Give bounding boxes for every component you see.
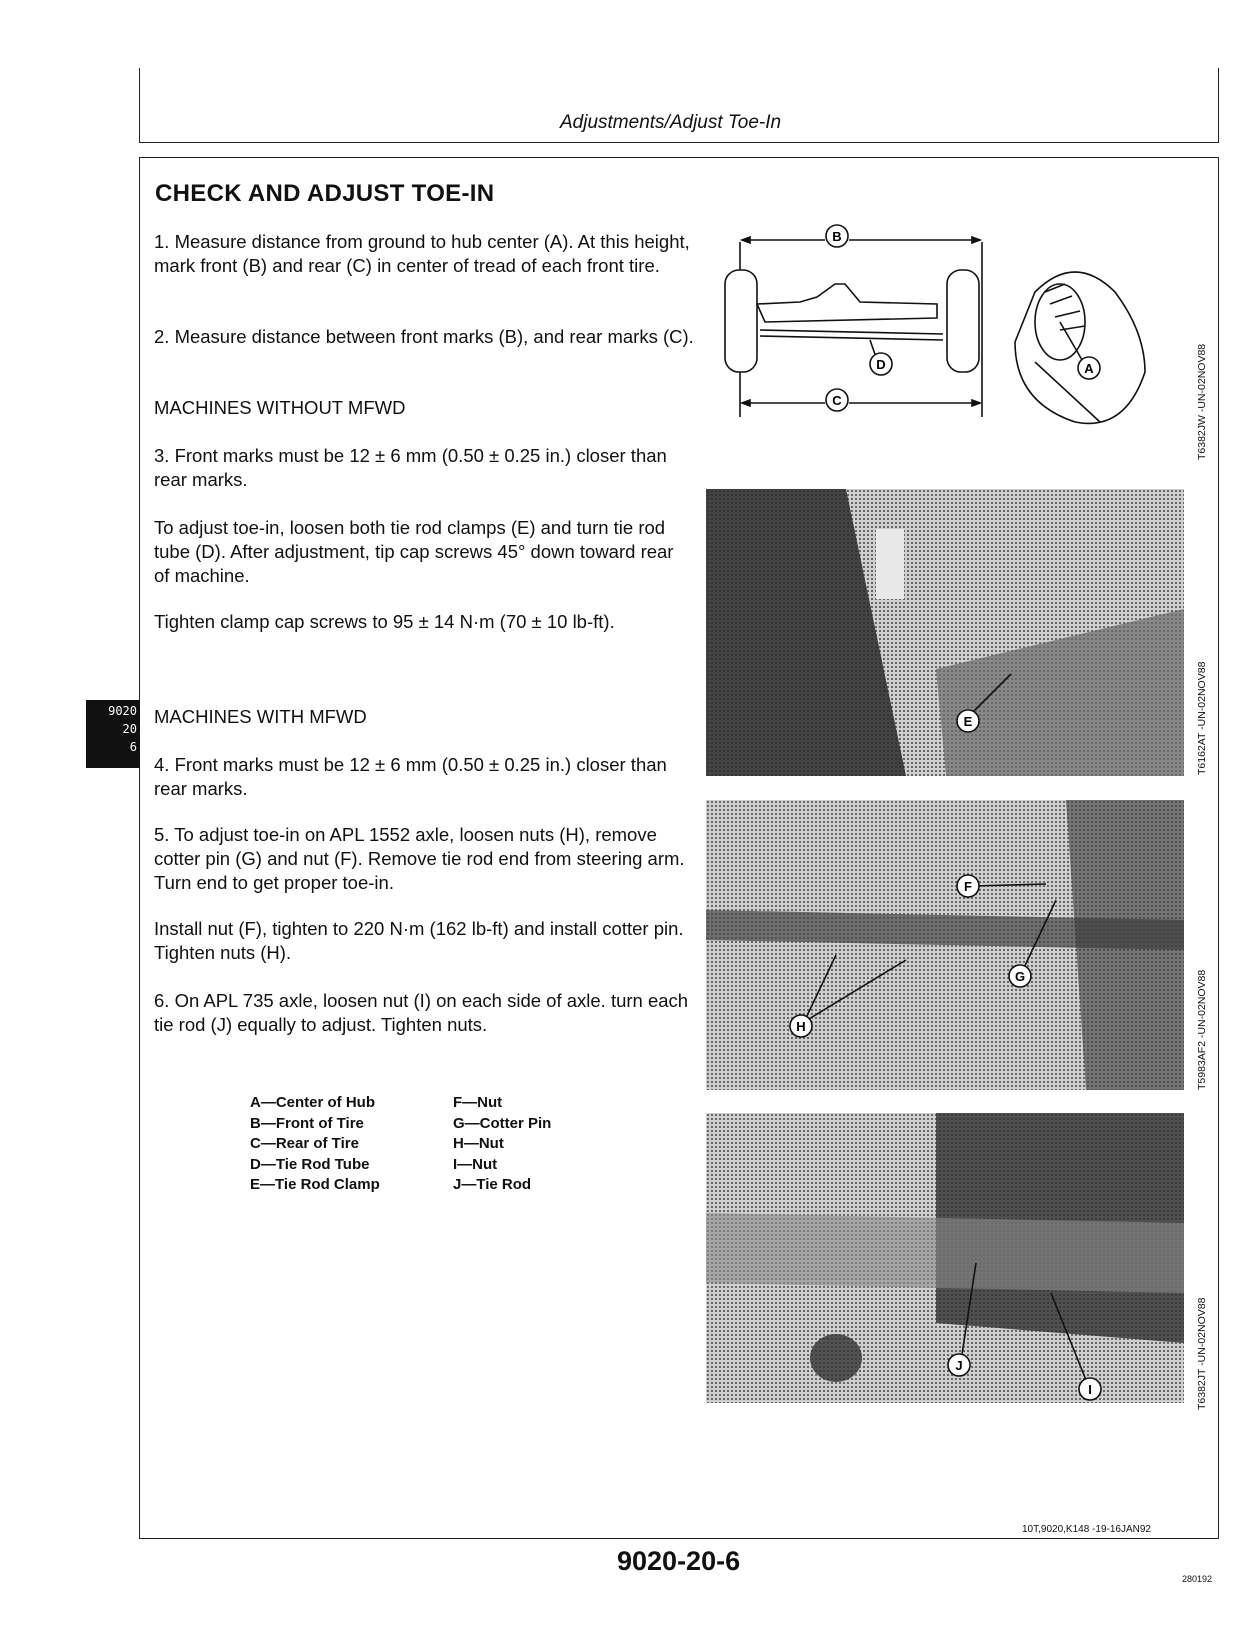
callout-e: E bbox=[963, 714, 973, 729]
legend-item: E—Tie Rod Clamp bbox=[250, 1176, 380, 1193]
step-4: 4. Front marks must be 12 ± 6 mm (0.50 ± 0.25 in.) closer than rear marks. bbox=[154, 754, 667, 799]
legend-item: C—Rear of Tire bbox=[250, 1135, 359, 1152]
header-right-rule bbox=[1218, 68, 1219, 143]
apl-735-axle-photo bbox=[706, 1113, 1184, 1403]
legend-item: A—Center of Hub bbox=[250, 1094, 375, 1111]
legend-item: J—Tie Rod bbox=[453, 1176, 532, 1193]
step-5: 5. To adjust toe-in on APL 1552 axle, loosen nuts (H), remove cotter pin (G) and nut (F). Remove tie rod end from steering arm. Turn end to get proper toe-in. bbox=[154, 824, 685, 893]
callout-d: D bbox=[876, 357, 886, 372]
header-title: Adjustments/Adjust Toe-In bbox=[560, 112, 782, 133]
step-6: 6. On APL 735 axle, loosen nut (I) on each side of axle. turn each tie rod (J) equally to adjust. Tighten nuts. bbox=[154, 990, 689, 1035]
header-rule bbox=[139, 142, 1219, 143]
section-tab bbox=[86, 700, 140, 768]
figure-3-code: T5983AF2 -UN-02NOV88 bbox=[1196, 969, 1208, 1090]
callout-g: G bbox=[1014, 969, 1026, 984]
section-title: CHECK AND ADJUST TOE-IN bbox=[155, 180, 495, 207]
callout-c: C bbox=[832, 393, 842, 408]
callout-j: J bbox=[955, 1358, 963, 1373]
apl-1552-axle-photo bbox=[706, 800, 1184, 1090]
header-left-rule bbox=[139, 68, 140, 143]
callout-f: F bbox=[964, 879, 972, 894]
footer-rule bbox=[139, 1538, 1219, 1539]
page-number: 9020-20-6 bbox=[617, 1546, 741, 1576]
section-tab-line: 9020 bbox=[108, 704, 137, 718]
apl-735-axle-photo-overlay bbox=[706, 1113, 1184, 1403]
apl-1552-axle-photo-overlay bbox=[706, 800, 1184, 1090]
callout-h: H bbox=[796, 1019, 806, 1034]
torque-instructions: Tighten clamp cap screws to 95 ± 14 N·m (70 ± 10 lb-ft). bbox=[154, 611, 615, 632]
legend-item: F—Nut bbox=[453, 1094, 503, 1111]
legend-item: B—Front of Tire bbox=[250, 1114, 364, 1132]
figure-1-code: T6382JW -UN-02NOV88 bbox=[1196, 343, 1208, 460]
section-tab-line: 6 bbox=[129, 740, 137, 754]
legend-item: I—Nut bbox=[453, 1155, 498, 1173]
axle-toe-in-diagram bbox=[705, 222, 1165, 432]
legend-item: D—Tie Rod Tube bbox=[250, 1155, 370, 1173]
callout-a: A bbox=[1084, 361, 1094, 376]
print-date: 280192 bbox=[1182, 1574, 1213, 1584]
step-2: 2. Measure distance between front marks (B), and rear marks (C). bbox=[154, 326, 694, 347]
footer-doc-code: 10T,9020,K148 -19-16JAN92 bbox=[1022, 1524, 1151, 1535]
figure-4-code: T6382JT -UN-02NOV88 bbox=[1196, 1297, 1208, 1410]
heading-without-mfwd: MACHINES WITHOUT MFWD bbox=[154, 397, 406, 418]
callout-b: B bbox=[832, 229, 842, 244]
heading-with-mfwd: MACHINES WITH MFWD bbox=[154, 706, 367, 727]
figure-2-code: T6162AT -UN-02NOV88 bbox=[1196, 661, 1208, 775]
section-tab-line: 20 bbox=[122, 722, 137, 736]
adjust-instructions: To adjust toe-in, loosen both tie rod clamps (E) and turn tie rod tube (D). After adjustment, tip cap screws 45° down toward rear of machine. bbox=[154, 517, 674, 586]
tie-rod-clamp-photo bbox=[706, 489, 1184, 776]
legend-item: H—Nut bbox=[453, 1135, 504, 1152]
install-instructions: Install nut (F), tighten to 220 N·m (162 lb-ft) and install cotter pin. Tighten nuts (H). bbox=[154, 918, 684, 963]
legend-left-column bbox=[250, 1093, 380, 1196]
legend-item: G—Cotter Pin bbox=[453, 1114, 552, 1132]
step-3: 3. Front marks must be 12 ± 6 mm (0.50 ± 0.25 in.) closer than rear marks. bbox=[154, 445, 667, 490]
callout-i: I bbox=[1088, 1382, 1092, 1397]
legend-right-column bbox=[453, 1093, 551, 1196]
step-1: 1. Measure distance from ground to hub center (A). At this height, mark front (B) and rear (C) in center of tread of each front tire. bbox=[154, 231, 690, 276]
tie-rod-clamp-photo-overlay bbox=[706, 489, 1184, 776]
